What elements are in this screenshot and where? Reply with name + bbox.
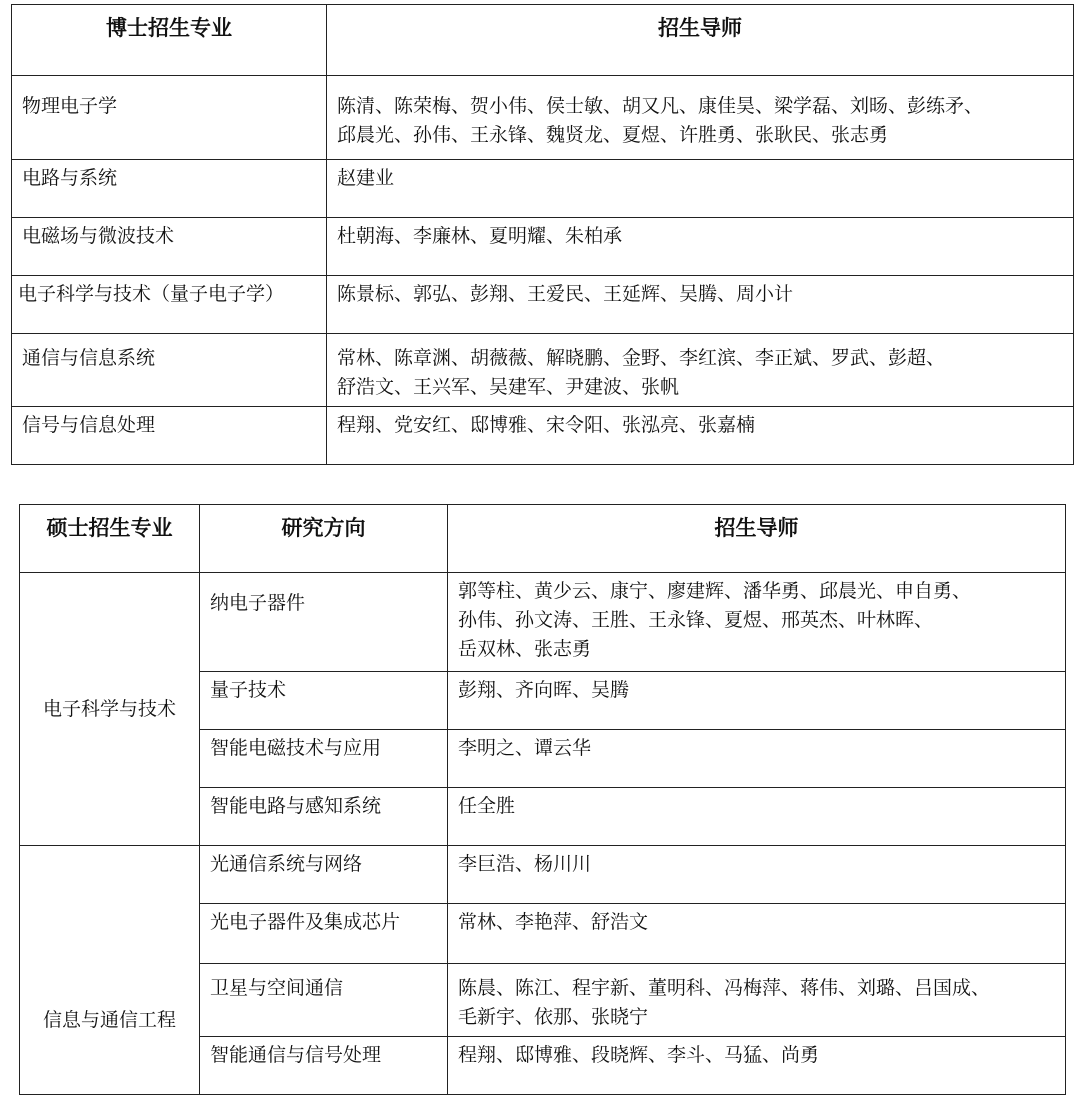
advisor-line: 郭等柱、黄少云、康宁、廖建辉、潘华勇、邱晨光、申自勇、 (458, 580, 972, 602)
phd-header-advisors: 招生导师 (327, 5, 1074, 76)
phd-advisors (327, 218, 1074, 276)
advisor-line: 程翔、党安红、邸博雅、宋令阳、张泓亮、张嘉楠 (337, 414, 756, 436)
masters-table (19, 504, 1066, 1095)
masters-advisors (448, 573, 1066, 672)
table-row (20, 846, 1066, 904)
table-row (12, 160, 1074, 218)
advisor-line: 陈晨、陈江、程宇新、董明科、冯梅萍、蒋伟、刘璐、吕国成、 (458, 977, 991, 999)
advisor-line: 彭翔、齐向晖、吴腾 (458, 679, 630, 701)
advisor-line: 毛新宇、依那、张晓宁 (458, 1006, 649, 1028)
masters-header-row (20, 505, 1066, 573)
masters-advisors (448, 788, 1066, 846)
phd-major: 电路与系统 (12, 160, 327, 218)
advisor-line: 李巨浩、杨川川 (458, 853, 592, 875)
table-row (12, 76, 1074, 160)
table-row (12, 407, 1074, 465)
advisor-line: 程翔、邸博雅、段晓辉、李斗、马猛、尚勇 (458, 1044, 820, 1066)
masters-header-advisors: 招生导师 (448, 505, 1066, 573)
masters-major: 信息与通信工程 (20, 846, 200, 1095)
masters-advisors (448, 846, 1066, 904)
advisor-line: 邱晨光、孙伟、王永锋、魏贤龙、夏煜、许胜勇、张耿民、张志勇 (337, 124, 889, 146)
phd-advisors (327, 76, 1074, 160)
phd-major: 电子科学与技术（量子电子学） (12, 276, 327, 334)
research-direction: 智能电路与感知系统 (200, 788, 448, 846)
masters-header-direction: 研究方向 (200, 505, 448, 573)
phd-table (11, 4, 1074, 465)
masters-advisors (448, 1037, 1066, 1095)
advisor-line: 常林、李艳萍、舒浩文 (458, 911, 649, 933)
advisor-line: 赵建业 (337, 167, 395, 189)
masters-advisors (448, 672, 1066, 730)
table-row (20, 573, 1066, 672)
research-direction: 智能电磁技术与应用 (200, 730, 448, 788)
research-direction: 光电子器件及集成芯片 (200, 904, 448, 964)
research-direction: 量子技术 (200, 672, 448, 730)
phd-header-row (12, 5, 1074, 76)
advisor-line: 杜朝海、李廉林、夏明耀、朱柏承 (337, 225, 623, 247)
research-direction: 卫星与空间通信 (200, 964, 448, 1037)
advisor-line: 陈景标、郭弘、彭翔、王爱民、王延辉、吴腾、周小计 (337, 283, 794, 305)
table-row (12, 218, 1074, 276)
phd-advisors (327, 160, 1074, 218)
phd-advisors (327, 334, 1074, 407)
advisor-line: 陈清、陈荣梅、贺小伟、侯士敏、胡又凡、康佳昊、梁学磊、刘旸、彭练矛、 (337, 95, 984, 117)
research-direction: 光通信系统与网络 (200, 846, 448, 904)
phd-major: 电磁场与微波技术 (12, 218, 327, 276)
phd-major: 通信与信息系统 (12, 334, 327, 407)
advisor-line: 任全胜 (458, 795, 516, 817)
research-direction: 智能通信与信号处理 (200, 1037, 448, 1095)
masters-header-major: 硕士招生专业 (20, 505, 200, 573)
masters-advisors (448, 730, 1066, 788)
masters-major: 电子科学与技术 (20, 573, 200, 846)
table-row (12, 276, 1074, 334)
phd-major: 物理电子学 (12, 76, 327, 160)
masters-advisors (448, 964, 1066, 1037)
advisor-line: 舒浩文、王兴军、吴建军、尹建波、张帆 (337, 376, 680, 398)
research-direction: 纳电子器件 (200, 573, 448, 672)
advisor-line: 李明之、谭云华 (458, 737, 592, 759)
advisor-line: 常林、陈章渊、胡薇薇、解晓鹏、金野、李红滨、李正斌、罗武、彭超、 (337, 347, 946, 369)
advisor-line: 孙伟、孙文涛、王胜、王永锋、夏煜、邢英杰、叶林晖、 (458, 609, 934, 631)
phd-advisors (327, 407, 1074, 465)
masters-advisors (448, 904, 1066, 964)
phd-advisors (327, 276, 1074, 334)
table-row (12, 334, 1074, 407)
advisor-line: 岳双林、张志勇 (458, 638, 592, 660)
phd-header-major: 博士招生专业 (12, 5, 327, 76)
phd-major: 信号与信息处理 (12, 407, 327, 465)
